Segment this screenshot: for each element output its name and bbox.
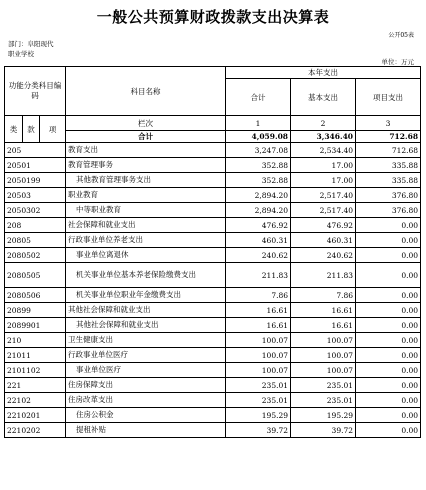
header-row-1 [5, 67, 421, 79]
row-project: 0.00 [356, 263, 421, 288]
row-total: 16.61 [226, 303, 291, 318]
row-name: 事业单位离退休 [66, 248, 226, 263]
row-basic: 100.07 [291, 333, 356, 348]
section-header: 款 [23, 116, 40, 143]
table-row [5, 408, 421, 423]
row-code: 20805 [5, 233, 66, 248]
row-name: 其他教育管理事务支出 [66, 173, 226, 188]
row-name: 其他社会保障和就业支出 [66, 303, 226, 318]
row-name: 行政事业单位养老支出 [66, 233, 226, 248]
row-basic: 16.61 [291, 303, 356, 318]
total-row [5, 131, 421, 143]
header-row-3 [5, 116, 421, 131]
row-project: 0.00 [356, 218, 421, 233]
money-unit: 单位：万元 [381, 58, 414, 66]
table-row [5, 143, 421, 158]
table-row [5, 248, 421, 263]
table-row [5, 378, 421, 393]
row-basic: 240.62 [291, 248, 356, 263]
row-total: 460.31 [226, 233, 291, 248]
table-row [5, 263, 421, 288]
row-project: 0.00 [356, 393, 421, 408]
row-basic: 195.29 [291, 408, 356, 423]
row-name: 事业单位医疗 [66, 363, 226, 378]
row-code: 2080502 [5, 248, 66, 263]
row-code: 2080506 [5, 288, 66, 303]
row-basic: 2,534.40 [291, 143, 356, 158]
row-project: 0.00 [356, 348, 421, 363]
department-value: 职业学校 [8, 50, 34, 58]
row-code: 20899 [5, 303, 66, 318]
class-header: 类 [5, 116, 23, 143]
row-code: 2050199 [5, 173, 66, 188]
row-code: 2101102 [5, 363, 66, 378]
row-basic: 476.92 [291, 218, 356, 233]
row-name: 行政事业单位医疗 [66, 348, 226, 363]
row-basic: 17.00 [291, 173, 356, 188]
row-name: 社会保障和就业支出 [66, 218, 226, 233]
row-basic: 39.72 [291, 423, 356, 438]
row-basic: 235.01 [291, 378, 356, 393]
seq-1: 1 [226, 116, 291, 131]
expenditure-table [4, 66, 421, 438]
table-row [5, 363, 421, 378]
current-year-header: 本年支出 [226, 67, 421, 79]
row-basic: 7.86 [291, 288, 356, 303]
item-header: 项 [40, 116, 66, 143]
row-basic: 100.07 [291, 348, 356, 363]
table-row [5, 423, 421, 438]
row-basic: 2,517.40 [291, 203, 356, 218]
row-project: 0.00 [356, 233, 421, 248]
sum-label: 合计 [66, 131, 226, 143]
func-code-header: 功能分类科目编码 [5, 67, 66, 116]
row-name: 提租补贴 [66, 423, 226, 438]
total-header: 合计 [226, 79, 291, 116]
row-project: 376.80 [356, 188, 421, 203]
table-row [5, 173, 421, 188]
table-row [5, 158, 421, 173]
table-row [5, 288, 421, 303]
row-total: 100.07 [226, 333, 291, 348]
table-row [5, 303, 421, 318]
row-project: 0.00 [356, 333, 421, 348]
row-code: 21011 [5, 348, 66, 363]
row-name: 住房公积金 [66, 408, 226, 423]
table-row [5, 233, 421, 248]
row-name: 教育管理事务 [66, 158, 226, 173]
row-basic: 235.01 [291, 393, 356, 408]
row-name: 机关事业单位基本养老保险缴费支出 [66, 263, 226, 288]
row-total: 2,894.20 [226, 203, 291, 218]
row-total: 235.01 [226, 378, 291, 393]
row-name: 职业教育 [66, 188, 226, 203]
row-total: 16.61 [226, 318, 291, 333]
table-row [5, 333, 421, 348]
page-title: 一般公共预算财政拨款支出决算表 [96, 8, 330, 26]
project-header: 项目支出 [356, 79, 421, 116]
row-basic: 16.61 [291, 318, 356, 333]
basic-header: 基本支出 [291, 79, 356, 116]
row-project: 0.00 [356, 288, 421, 303]
row-code: 2080505 [5, 263, 66, 288]
subject-name-header: 科目名称 [66, 67, 226, 116]
row-project: 0.00 [356, 363, 421, 378]
row-project: 0.00 [356, 408, 421, 423]
table-row [5, 348, 421, 363]
table-row [5, 393, 421, 408]
seq-3: 3 [356, 116, 421, 131]
form-code: 公开05表 [388, 32, 414, 39]
row-total: 3,247.08 [226, 143, 291, 158]
row-name: 卫生健康支出 [66, 333, 226, 348]
row-code: 210 [5, 333, 66, 348]
row-total: 235.01 [226, 393, 291, 408]
row-total: 39.72 [226, 423, 291, 438]
row-basic: 211.83 [291, 263, 356, 288]
row-code: 20503 [5, 188, 66, 203]
row-total: 195.29 [226, 408, 291, 423]
row-basic: 17.00 [291, 158, 356, 173]
row-code: 22102 [5, 393, 66, 408]
row-project: 0.00 [356, 248, 421, 263]
row-project: 712.68 [356, 143, 421, 158]
row-name: 其他社会保障和就业支出 [66, 318, 226, 333]
seq-label: 栏次 [66, 116, 226, 131]
row-code: 208 [5, 218, 66, 233]
project-sum: 712.68 [356, 131, 421, 143]
row-total: 100.07 [226, 348, 291, 363]
row-code: 2210202 [5, 423, 66, 438]
table-row [5, 203, 421, 218]
row-project: 376.80 [356, 203, 421, 218]
seq-2: 2 [291, 116, 356, 131]
row-project: 0.00 [356, 303, 421, 318]
row-basic: 100.07 [291, 363, 356, 378]
row-total: 100.07 [226, 363, 291, 378]
table-row [5, 218, 421, 233]
row-total: 240.62 [226, 248, 291, 263]
row-basic: 2,517.40 [291, 188, 356, 203]
row-code: 205 [5, 143, 66, 158]
department-label: 部门：阜阳现代 [8, 40, 54, 48]
row-code: 2050302 [5, 203, 66, 218]
row-code: 20501 [5, 158, 66, 173]
row-project: 0.00 [356, 318, 421, 333]
row-name: 教育支出 [66, 143, 226, 158]
row-total: 211.83 [226, 263, 291, 288]
row-project: 335.88 [356, 158, 421, 173]
row-project: 335.88 [356, 173, 421, 188]
row-code: 2210201 [5, 408, 66, 423]
row-project: 0.00 [356, 378, 421, 393]
row-total: 7.86 [226, 288, 291, 303]
row-name: 中等职业教育 [66, 203, 226, 218]
table-row [5, 188, 421, 203]
row-basic: 460.31 [291, 233, 356, 248]
row-total: 352.88 [226, 158, 291, 173]
row-code: 2089901 [5, 318, 66, 333]
table-row [5, 318, 421, 333]
row-project: 0.00 [356, 423, 421, 438]
row-code: 221 [5, 378, 66, 393]
row-total: 476.92 [226, 218, 291, 233]
basic-sum: 3,346.40 [291, 131, 356, 143]
total-sum: 4,059.08 [226, 131, 291, 143]
row-name: 住房保障支出 [66, 378, 226, 393]
row-total: 2,894.20 [226, 188, 291, 203]
row-name: 住房改革支出 [66, 393, 226, 408]
row-total: 352.88 [226, 173, 291, 188]
row-name: 机关事业单位职业年金缴费支出 [66, 288, 226, 303]
